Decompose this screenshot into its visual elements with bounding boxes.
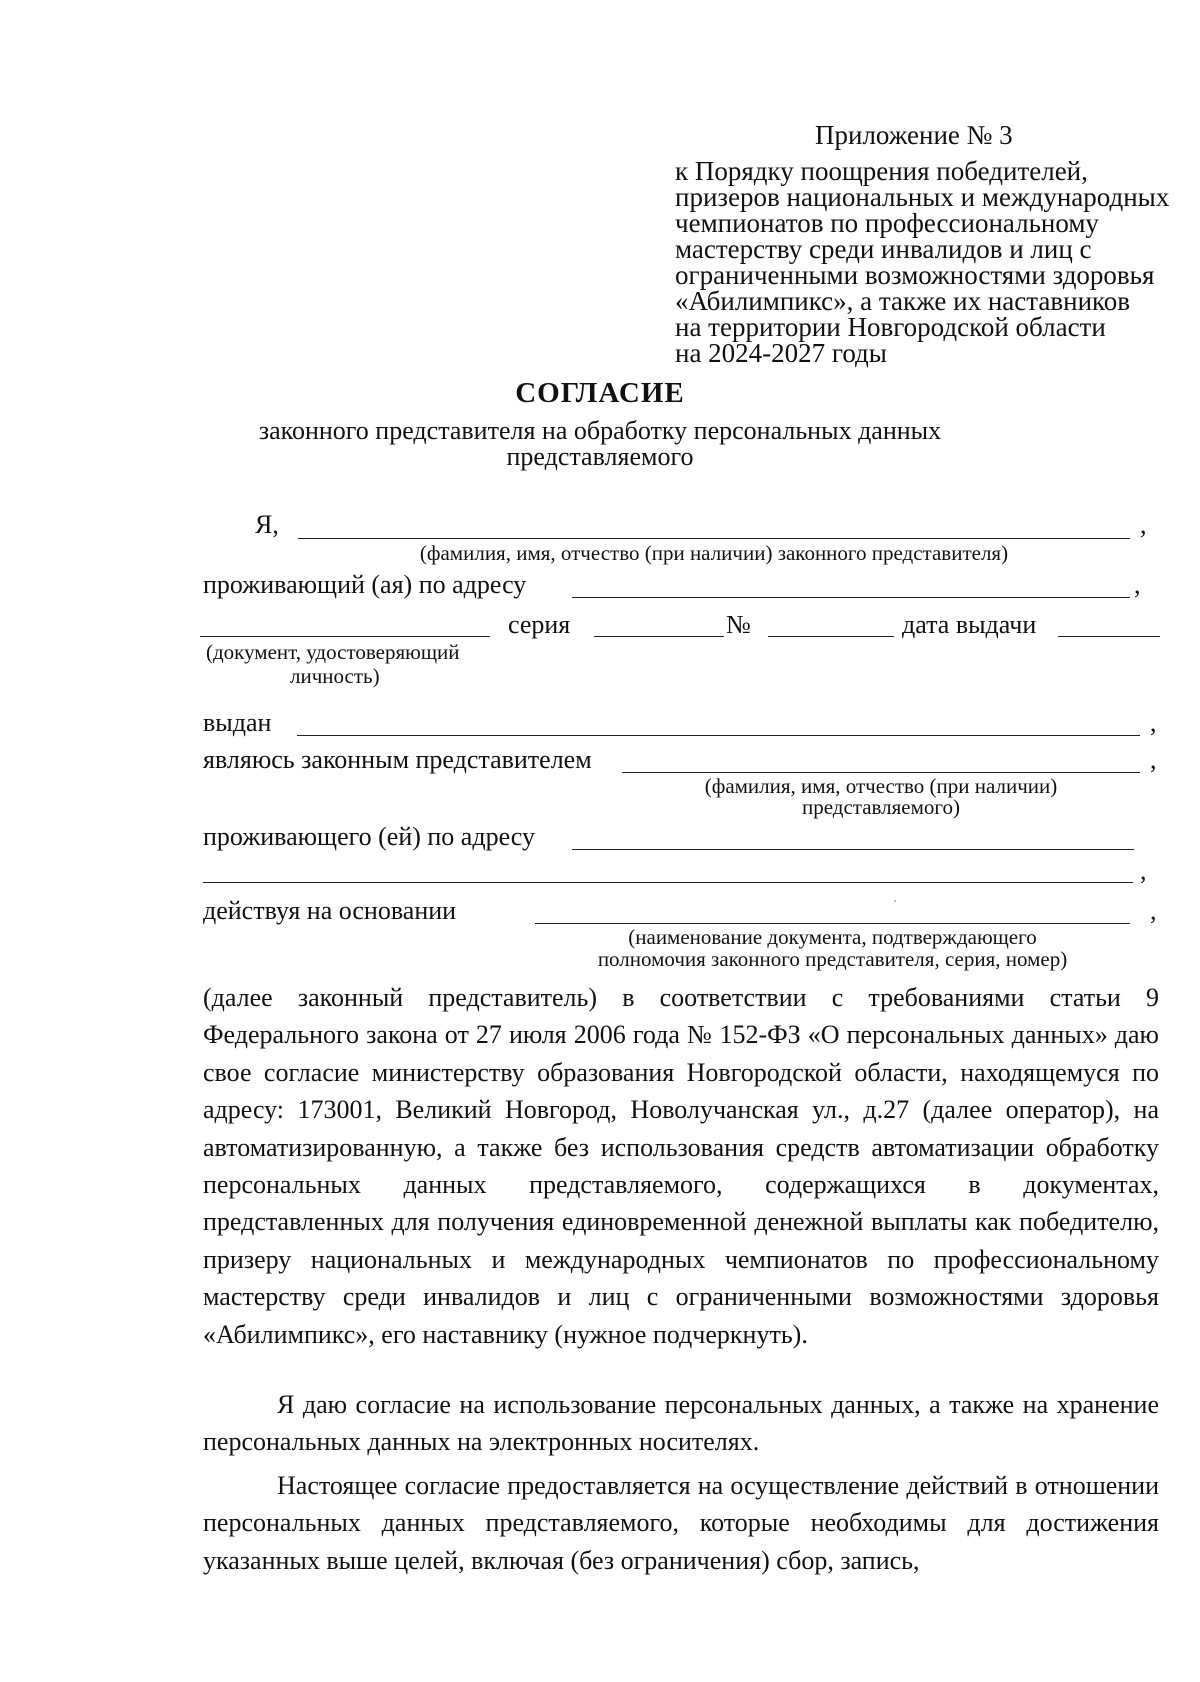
comma: , bbox=[1134, 570, 1141, 599]
represented-name-caption: (фамилия, имя, отчество (при наличии) bbox=[704, 774, 1058, 798]
series-field[interactable] bbox=[594, 636, 724, 637]
i-label: Я, bbox=[255, 510, 279, 539]
basis-document-field[interactable] bbox=[535, 923, 1130, 924]
appendix-number: Приложение № 3 bbox=[815, 120, 1013, 150]
issue-date-field[interactable] bbox=[1058, 636, 1160, 637]
issue-date-label: дата выдачи bbox=[902, 610, 1037, 639]
number-field[interactable] bbox=[768, 636, 894, 637]
basis-label: действуя на основании bbox=[203, 896, 457, 925]
basis-caption: полномочия законного представителя, серия, номер) bbox=[597, 947, 1068, 971]
comma: , bbox=[1140, 510, 1147, 539]
consent-paragraph-2: Я даю согласие на использование персональных данных, а также на хранение персональных данных на электронных носителях. bbox=[203, 1390, 1159, 1457]
basis-caption: (наименование документа, подтверждающего bbox=[628, 925, 1037, 949]
legal-rep-label: являюсь законным представителем bbox=[203, 745, 592, 774]
scan-speck bbox=[894, 900, 896, 902]
consent-paragraph-3: Настоящее согласие предоставляется на осуществление действий в отношении персональных данных представляемого, которые необходимы для достижения указанных выше целей, включая (без ограничения) сбор, запись, bbox=[203, 1471, 1159, 1575]
issued-label: выдан bbox=[203, 708, 272, 737]
appendix-description-line: к Порядку поощрения победителей, bbox=[675, 156, 1088, 186]
appendix-description-line: ограниченными возможностями здоровья bbox=[675, 260, 1155, 290]
appendix-description bbox=[675, 156, 1170, 368]
appendix-description-line: на территории Новгородской области bbox=[675, 312, 1106, 342]
id-document-caption: личность) bbox=[290, 664, 380, 688]
represented-address-label: проживающего (ей) по адресу bbox=[203, 822, 535, 851]
subtitle-line: законного представителя на обработку персональных данных bbox=[258, 416, 942, 445]
appendix-description-line: мастерству среди инвалидов и лиц с bbox=[675, 234, 1092, 264]
representative-name-field[interactable] bbox=[298, 538, 1130, 539]
appendix-description-line: призеров национальных и международных bbox=[675, 182, 1170, 212]
represented-name-caption: представляемого) bbox=[801, 795, 960, 819]
appendix-description-line: «Абилимпикс», а также их наставников bbox=[675, 286, 1131, 316]
id-document-field[interactable] bbox=[200, 636, 490, 637]
comma: , bbox=[1150, 745, 1157, 774]
represented-address-field-continued[interactable] bbox=[203, 882, 1133, 883]
represented-name-field[interactable] bbox=[622, 772, 1140, 773]
issued-by-field[interactable] bbox=[297, 735, 1140, 736]
document-subtitle bbox=[0, 418, 1200, 470]
number-label: № bbox=[726, 610, 751, 639]
appendix-description-line: чемпионатов по профессиональному bbox=[675, 208, 1099, 238]
represented-address-field[interactable] bbox=[572, 849, 1134, 850]
comma: , bbox=[1150, 896, 1157, 925]
representative-name-caption: (фамилия, имя, отчество (при наличии) законного представителя) bbox=[419, 541, 1009, 565]
id-document-caption: (документ, удостоверяющий bbox=[206, 640, 460, 664]
series-label: серия bbox=[508, 610, 571, 639]
living-address-label: проживающий (ая) по адресу bbox=[203, 570, 527, 599]
document-title: СОГЛАСИЕ bbox=[515, 377, 685, 409]
comma: , bbox=[1150, 708, 1157, 737]
subtitle-line: представляемого bbox=[506, 442, 694, 471]
comma: , bbox=[1140, 856, 1147, 885]
consent-paragraph-1: (далее законный представитель) в соответствии с требованиями статьи 9 Федерального закона от 27 июля 2006 года № 152-ФЗ «О персональных данных» даю свое согласие министерству образования Новгородской области, находящемуся по адресу: 173001, Великий Новгород, Новолучанская ул., д.27 (далее оператор), на автоматизированную, а также без использования средств автоматизации обработку персональных данных представляемого, содержащихся в документах, представленных для получения единовременной денежной выплаты как победителю, призеру национальных и международных чемпионатов по профессиональному мастерству среди инвалидов и лиц с ограниченными возможностями здоровья «Абилимпикс», его наставнику (нужное подчеркнуть). bbox=[203, 983, 1159, 1349]
living-address-field[interactable] bbox=[572, 597, 1130, 598]
appendix-description-line: на 2024-2027 годы bbox=[675, 338, 887, 368]
